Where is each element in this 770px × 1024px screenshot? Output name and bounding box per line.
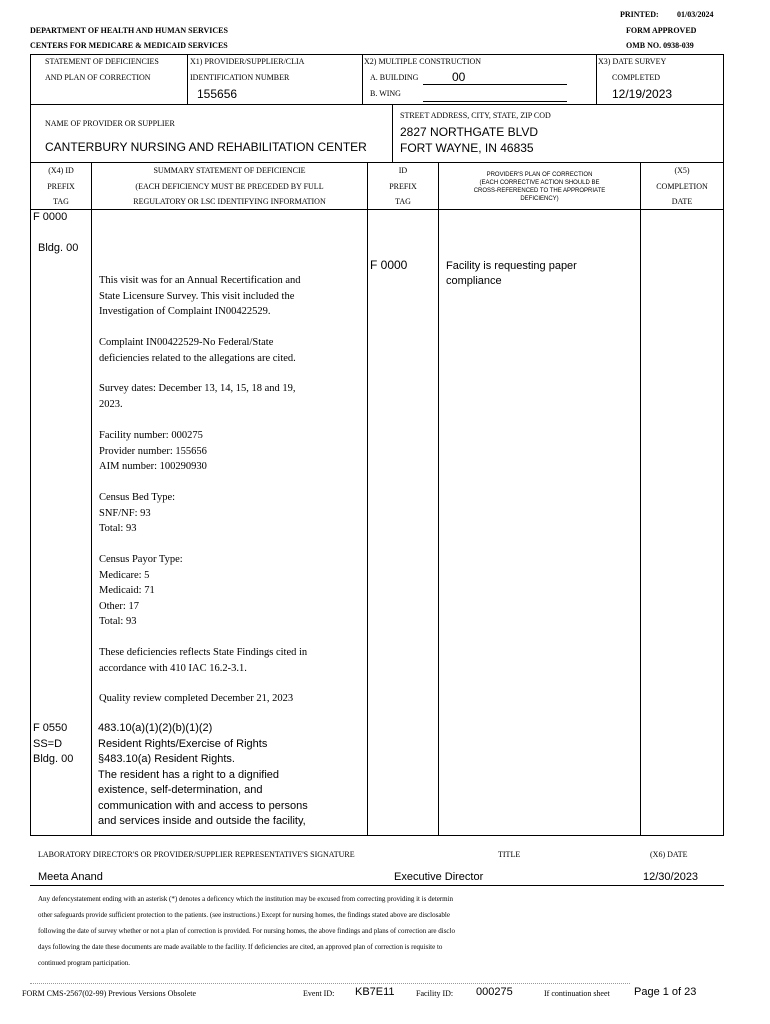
x5-header-line2: COMPLETION	[656, 182, 708, 191]
x4-header-line2: PREFIX	[47, 182, 75, 191]
plan-tag-f0000: F 0000	[370, 258, 408, 272]
facility-id-label: Facility ID:	[416, 989, 454, 998]
title-label: TITLE	[498, 850, 521, 859]
event-id-value: KB7E11	[355, 986, 395, 998]
x4-header-line3: TAG	[53, 197, 69, 206]
event-id-label: Event ID:	[303, 989, 335, 998]
form-approved: FORM APPROVED	[626, 26, 697, 35]
id-header-line1: ID	[398, 166, 408, 175]
plan-header-line3: CROSS-REFERENCED TO THE APPROPRIATE	[473, 188, 606, 194]
department-title: DEPARTMENT OF HEALTH AND HUMAN SERVICES	[30, 26, 228, 35]
x5-header-line1: (X5)	[674, 166, 690, 175]
x6-date-label: (X6) DATE	[650, 850, 688, 859]
x2-label: X2) MULTIPLE CONSTRUCTION	[364, 57, 482, 66]
tag-f0000: F 0000	[33, 211, 68, 223]
facility-numbers-paragraph: Facility number: 000275 Provider number: 155656 AIM number: 100290930	[99, 430, 207, 472]
x5-header-line3: DATE	[671, 197, 693, 206]
resident-rights-paragraph: 483.10(a)(1)(2)(b)(1)(2) Resident Rights/Exercise of Rights §483.10(a) Resident Rights. The resident has a right to a dignified existence, self-determination, and communication with and access to persons and services inside and outside the facility,	[98, 722, 308, 827]
facility-id-value: 000275	[476, 986, 513, 998]
plan-header-line2: (EACH CORRECTIVE ACTION SHOULD BE	[479, 180, 600, 186]
address-label: STREET ADDRESS, CITY, STATE, ZIP COD	[400, 111, 551, 120]
visit-paragraph: This visit was for an Annual Recertification and State Licensure Survey. This visit included the Investigation of Complaint IN00422529.	[99, 275, 301, 317]
bldg-label: Bldg. 00	[38, 242, 79, 254]
summary-header-line1: SUMMARY STATEMENT OF DEFICIENCIE	[153, 166, 306, 175]
disclaimer-line3: following the date of survey whether or not a plan of correction is provided. For nursing homes, the above findings and plans of correction are disclo	[38, 927, 455, 935]
centers-title: CENTERS FOR MEDICARE & MEDICAID SERVICES	[30, 41, 228, 50]
disclaimer-line5: continued program participation.	[38, 959, 130, 967]
complaint-paragraph: Complaint IN00422529-No Federal/State deficiencies related to the allegations are cited.	[99, 337, 296, 364]
statement-label-line1: STATEMENT OF DEFICIENCIES	[45, 57, 159, 66]
x1-label-line1: X1) PROVIDER/SUPPLIER/CLIA	[190, 57, 305, 66]
summary-header-line3: REGULATORY OR LSC IDENTIFYING INFORMATION	[133, 197, 326, 206]
address-street: 2827 NORTHGATE BLVD	[400, 125, 539, 139]
disclaimer-line4: days following the date these documents are made available to the facility. If deficiencies are cited, an approved plan of correction is requisite to	[38, 943, 443, 951]
survey-dates-paragraph: Survey dates: December 13, 14, 15, 18 and 19, 2023.	[99, 383, 296, 410]
printed-label: PRINTED:	[620, 10, 659, 19]
signer-title: Executive Director	[394, 871, 484, 883]
signature-label: LABORATORY DIRECTOR'S OR PROVIDER/SUPPLIER REPRESENTATIVE'S SIGNATURE	[38, 850, 355, 859]
plan-header-line4: DEFICIENCY)	[520, 196, 559, 202]
id-header-line2: PREFIX	[389, 182, 417, 191]
survey-completed-date: 12/19/2023	[612, 87, 673, 101]
quality-review-paragraph: Quality review completed December 21, 2023	[99, 693, 294, 704]
wing-label: B. WING	[370, 89, 401, 98]
continuation-label: If continuation sheet	[544, 989, 610, 998]
x1-label-line2: IDENTIFICATION NUMBER	[190, 73, 290, 82]
form-number: FORM CMS-2567(02-99) Previous Versions Obsolete	[22, 989, 197, 998]
disclaimer-line2: other safeguards provide sufficient protection to the patients. (see instructions.) Except for nursing homes, the findings stated above are disclosable	[38, 911, 450, 919]
x3-label-line2: COMPLETED	[612, 73, 660, 82]
building-value: 00	[452, 70, 466, 84]
summary-header-line2: (EACH DEFICIENCY MUST BE PRECEDED BY FULL	[135, 182, 324, 191]
signature-date: 12/30/2023	[643, 871, 699, 883]
state-findings-paragraph: These deficiencies reflects State Findings cited in accordance with 410 IAC 16.2-3.1.	[99, 647, 308, 674]
census-bed-paragraph: Census Bed Type: SNF/NF: 93 Total: 93	[99, 492, 176, 534]
id-header-line3: TAG	[395, 197, 411, 206]
census-payor-paragraph: Census Payor Type: Medicare: 5 Medicaid: 71 Other: 17 Total: 93	[99, 554, 183, 627]
provider-id-number: 155656	[197, 87, 238, 101]
provider-name: CANTERBURY NURSING AND REHABILITATION CENTER	[45, 140, 367, 154]
page-number: Page 1 of 23	[634, 986, 697, 998]
building-label: A. BUILDING	[370, 73, 419, 82]
signer-name: Meeta Anand	[38, 871, 103, 883]
x4-header-line1: (X4) ID	[48, 166, 74, 175]
disclaimer-line1: Any defencystatement ending with an asterisk (*) denotes a deficency which the institution may be excused from correcting providing it is determin	[38, 895, 454, 903]
tag-f0550: F 0550 SS=D Bldg. 00	[33, 722, 74, 765]
x3-label-line1: X3) DATE SURVEY	[598, 57, 667, 66]
address-city: FORT WAYNE, IN 46835	[400, 141, 534, 155]
omb-number: OMB NO. 0938-039	[626, 41, 694, 50]
statement-label-line2: AND PLAN OF CORRECTION	[45, 73, 151, 82]
provider-name-label: NAME OF PROVIDER OR SUPPLIER	[45, 119, 175, 128]
printed-date: 01/03/2024	[677, 10, 714, 19]
plan-header-line1: PROVIDER'S PLAN OF CORRECTION	[486, 172, 593, 178]
plan-of-correction-text: Facility is requesting paper compliance	[446, 260, 577, 287]
